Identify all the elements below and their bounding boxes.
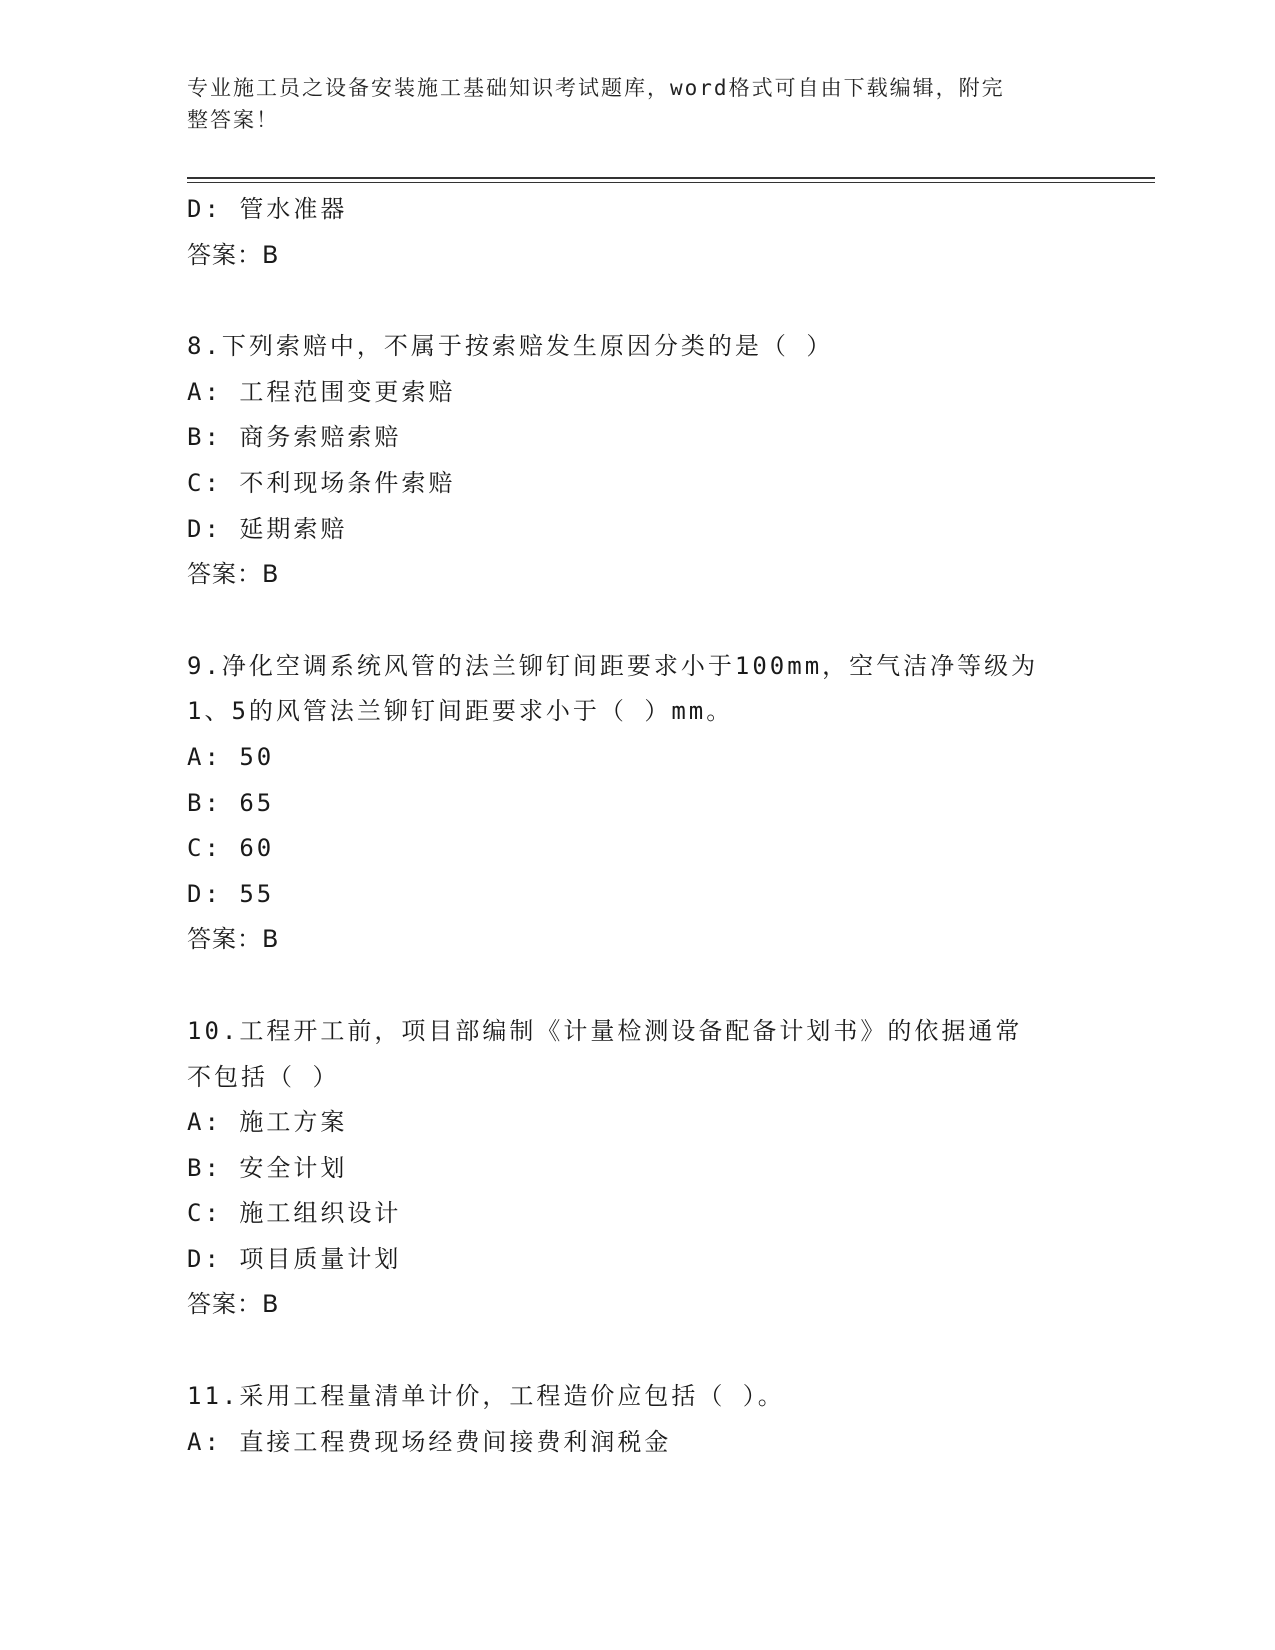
option-d: D: 管水准器 xyxy=(187,195,348,223)
question-10 xyxy=(187,1009,1117,1328)
answer: 答案：B xyxy=(187,560,280,589)
question-stem: 8.下列索赔中，不属于按索赔发生原因分类的是（ ） xyxy=(187,332,834,361)
option-a: A: 工程范围变更索赔 xyxy=(187,377,456,406)
spacer xyxy=(187,598,1117,644)
option-b: B: 商务索赔索赔 xyxy=(187,423,402,452)
option-a: A: 50 xyxy=(187,742,275,771)
question-stem: 11.采用工程量清单计价，工程造价应包括（ ）。 xyxy=(187,1382,785,1411)
option-c: C: 施工组织设计 xyxy=(187,1199,402,1228)
question-stem: 9.净化空调系统风管的法兰铆钉间距要求小于100mm，空气洁净等级为 xyxy=(187,651,1039,680)
header-line-2: 整答案！ xyxy=(187,108,279,132)
option-d: D: 项目质量计划 xyxy=(187,1244,402,1273)
question-8 xyxy=(187,324,1117,598)
option-b: B: 安全计划 xyxy=(187,1153,348,1182)
spacer xyxy=(187,278,1117,324)
option-d: D: 55 xyxy=(187,879,275,908)
answer: 答案：B xyxy=(187,925,280,954)
option-b: B: 65 xyxy=(187,788,275,817)
answer: 答案：B xyxy=(187,1290,280,1319)
option-c: C: 不利现场条件索赔 xyxy=(187,468,456,497)
header-line-1: 专业施工员之设备安装施工基础知识考试题库，word格式可自由下载编辑，附完 xyxy=(187,76,1005,100)
header-divider xyxy=(187,177,1155,183)
question-stem-continued: 1、5的风管法兰铆钉间距要求小于（ ）mm。 xyxy=(187,697,734,726)
option-d: D: 延期索赔 xyxy=(187,514,348,543)
spacer xyxy=(187,1328,1117,1374)
option-a: A: 直接工程费现场经费间接费利润税金 xyxy=(187,1427,672,1456)
document-body xyxy=(187,187,1117,1465)
option-c: C: 60 xyxy=(187,834,275,863)
answer: 答案：B xyxy=(187,240,280,269)
page-header xyxy=(187,72,1077,136)
question-stem: 10.工程开工前，项目部编制《计量检测设备配备计划书》的依据通常 xyxy=(187,1016,1023,1045)
spacer xyxy=(187,963,1117,1009)
question-11 xyxy=(187,1374,1117,1465)
option-a: A: 施工方案 xyxy=(187,1108,348,1137)
question-9 xyxy=(187,644,1117,963)
question-stem-continued: 不包括（ ） xyxy=(187,1062,340,1091)
